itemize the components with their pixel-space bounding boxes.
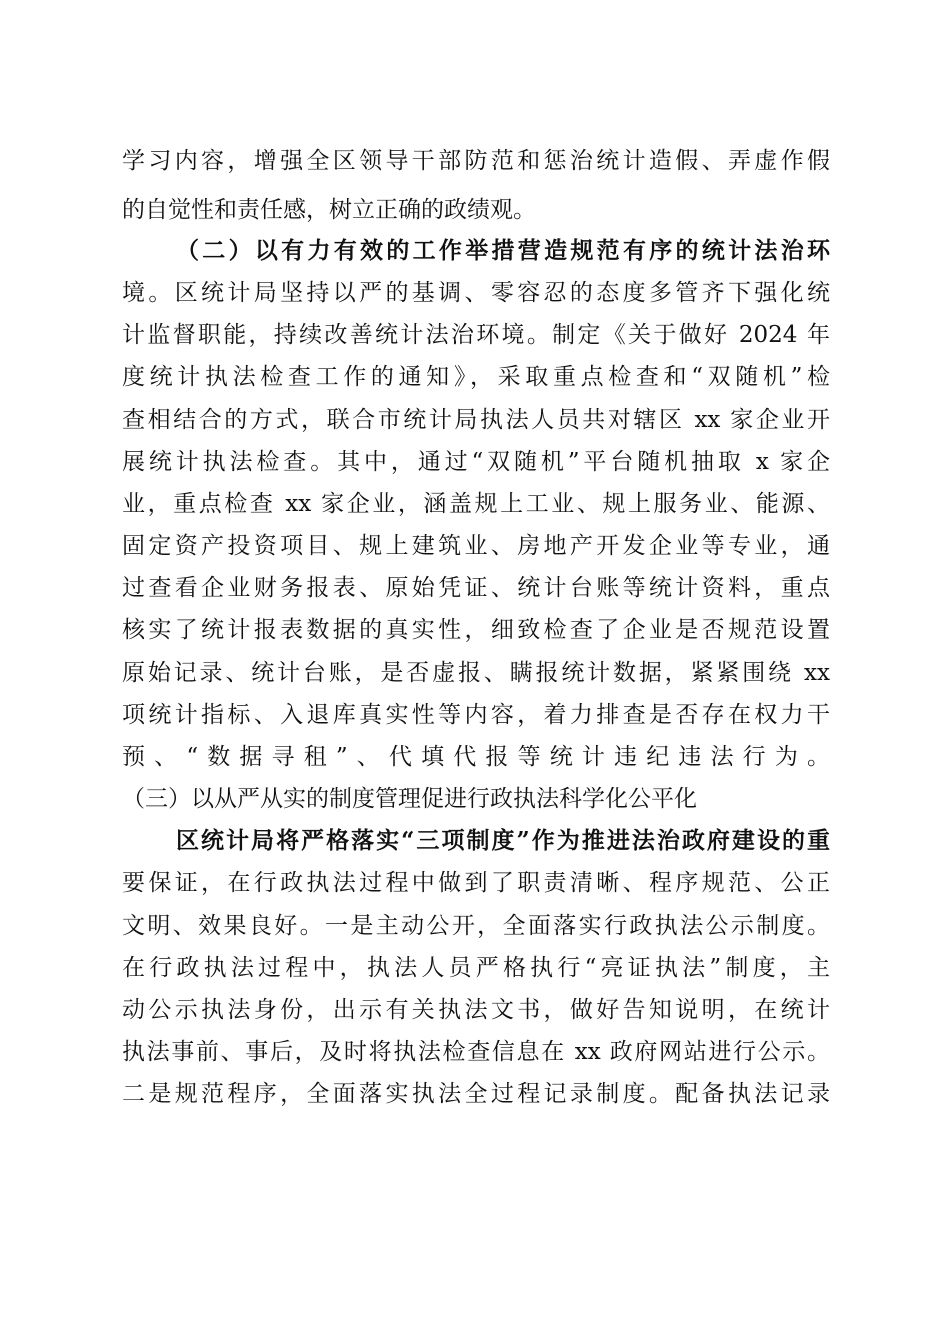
paragraph-line: 过查看企业财务报表、原始凭证、统计台账等统计资料，重点 bbox=[122, 575, 830, 601]
paragraph-line: 动公示执法身份，出示有关执法文书，做好告知说明，在统计 bbox=[122, 997, 830, 1023]
section-heading: （二）以有力有效的工作举措营造规范有序的统计法治环 bbox=[176, 237, 830, 264]
paragraph-line: （三）以从严从实的制度管理促进行政执法科学化公平化 bbox=[122, 786, 697, 812]
paragraph-line bbox=[122, 1117, 830, 1157]
paragraph-line: 展统计执法检查。其中，通过“双随机”平台随机抽取 x 家企 bbox=[122, 449, 830, 475]
paragraph-line: 项统计指标、入退库真实性等内容，着力排查是否存在权力干 bbox=[122, 702, 830, 728]
paragraph-line: 学习内容，增强全区领导干部防范和惩治统计造假、弄虚作假 bbox=[122, 148, 830, 174]
paragraph-line: 业，重点检查 xx 家企业，涵盖规上工业、规上服务业、能源、 bbox=[122, 491, 830, 517]
paragraph-line: 查相结合的方式，联合市统计局执法人员共对辖区 xx 家企业开 bbox=[122, 407, 830, 433]
paragraph-line: 要保证，在行政执法过程中做到了职责清晰、程序规范、公正 bbox=[122, 870, 830, 896]
paragraph-line: 二是规范程序，全面落实执法全过程记录制度。配备执法记录 bbox=[122, 1081, 830, 1107]
paragraph-line: 在行政执法过程中，执法人员严格执行“亮证执法”制度，主 bbox=[122, 955, 830, 981]
paragraph-line: 文明、效果良好。一是主动公开，全面落实行政执法公示制度。 bbox=[122, 913, 830, 939]
section-heading: 区统计局将严格落实“三项制度”作为推进法治政府建设的重 bbox=[176, 827, 830, 854]
paragraph-line: 预、“数据寻租”、代填代报等统计违纪违法行为。 bbox=[122, 744, 830, 770]
paragraph-line: 的自觉性和责任感，树立正确的政绩观。 bbox=[122, 197, 536, 223]
paragraph-line: 核实了统计报表数据的真实性，细致检查了企业是否规范设置 bbox=[122, 617, 830, 643]
paragraph-line: 境。区统计局坚持以严的基调、零容忍的态度多管齐下强化统 bbox=[122, 280, 830, 306]
paragraph-line: 计监督职能，持续改善统计法治环境。制定《关于做好 2024 年 bbox=[122, 322, 830, 348]
paragraph-line: 原始记录、统计台账，是否虚报、瞒报统计数据，紧紧围绕 xx bbox=[122, 660, 830, 686]
paragraph-line: 执法事前、事后，及时将执法检查信息在 xx 政府网站进行公示。 bbox=[122, 1039, 830, 1065]
paragraph-line: 度统计执法检查工作的通知》，采取重点检查和“双随机”检 bbox=[122, 364, 830, 390]
paragraph-line: 固定资产投资项目、规上建筑业、房地产开发企业等专业，通 bbox=[122, 533, 830, 559]
